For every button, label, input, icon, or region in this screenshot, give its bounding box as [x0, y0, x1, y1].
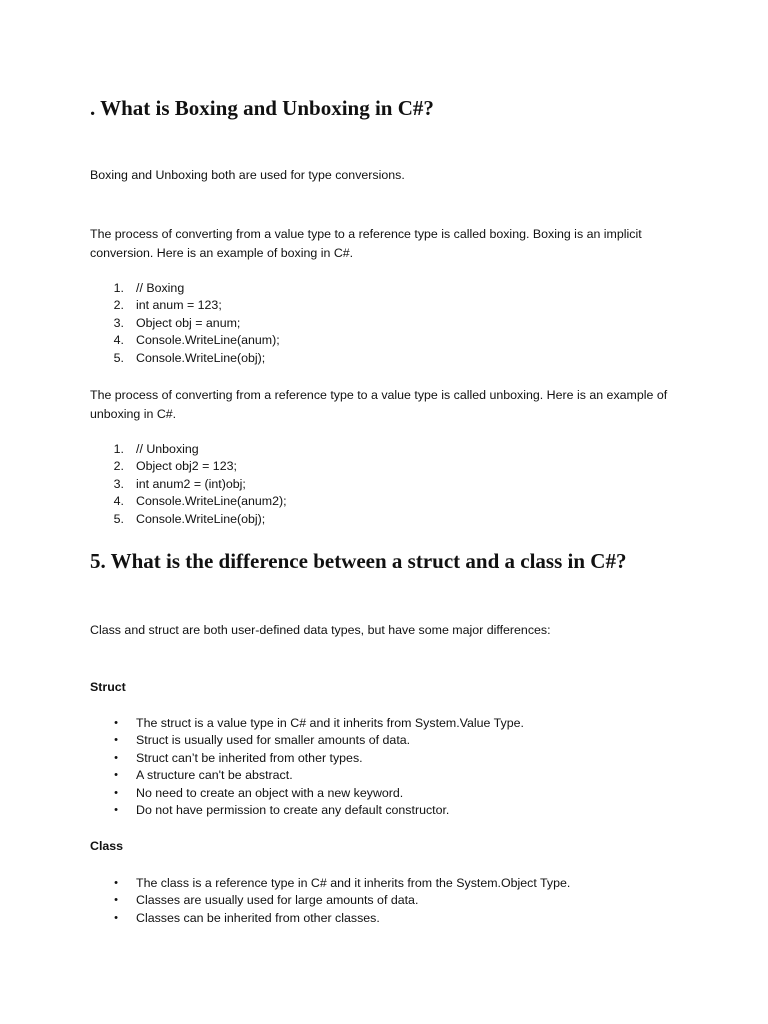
code-line — [90, 315, 280, 332]
line-number: 1. — [113, 442, 124, 456]
code-text: Object obj2 = 123; — [136, 459, 237, 474]
code-text: Object obj = anum; — [136, 315, 241, 330]
struct-class-heading: 5. What is the difference between a struct and a class in C#? — [90, 549, 627, 573]
bullet-icon: • — [114, 786, 118, 799]
code-line — [90, 297, 280, 314]
code-text: int anum = 123; — [136, 298, 222, 313]
code-line — [90, 458, 287, 475]
list-item-text: Classes can be inherited from other classes. — [136, 910, 380, 925]
code-text: Console.WriteLine(anum); — [136, 333, 280, 348]
code-text: int anum2 = (int)obj; — [136, 476, 246, 491]
class-subheading: Class — [90, 839, 124, 853]
line-number: 3. — [113, 476, 124, 491]
list-item — [90, 910, 570, 927]
code-line — [90, 441, 287, 458]
list-item-text: A structure can't be abstract. — [136, 768, 293, 783]
code-text: // Boxing — [136, 281, 185, 295]
list-item-text: Struct can’t be inherited from other types. — [136, 750, 363, 765]
boxing-code-list — [90, 280, 280, 367]
list-item — [90, 802, 524, 819]
code-text: // Unboxing — [136, 442, 199, 456]
code-line — [90, 280, 280, 297]
struct-class-intro: Class and struct are both user-defined data types, but have some major differences: — [90, 623, 551, 637]
bullet-icon: • — [114, 751, 118, 764]
list-item — [90, 715, 524, 732]
list-item-text: Struct is usually used for smaller amounts of data. — [136, 733, 411, 748]
code-line — [90, 476, 287, 493]
code-line — [90, 511, 287, 528]
bullet-icon: • — [114, 734, 118, 747]
boxing-heading: . What is Boxing and Unboxing in C#? — [90, 96, 434, 120]
unboxing-code-list — [90, 441, 287, 528]
code-text: Console.WriteLine(obj); — [136, 350, 266, 365]
bullet-icon: • — [114, 894, 118, 907]
bullet-icon: • — [114, 911, 118, 924]
code-text: Console.WriteLine(obj); — [136, 511, 266, 526]
bullet-icon: • — [114, 769, 118, 782]
line-number: 4. — [113, 494, 124, 509]
line-number: 2. — [113, 298, 124, 313]
line-number: 5. — [113, 511, 124, 526]
bullet-icon: • — [114, 717, 118, 729]
code-line — [90, 332, 280, 349]
list-item-text: The class is a reference type in C# and it inherits from the System.Object Type. — [136, 876, 571, 890]
list-item-text: The struct is a value type in C# and it inherits from System.Value Type. — [136, 716, 524, 730]
list-item-text: Classes are usually used for large amounts of data. — [136, 893, 419, 908]
list-item — [90, 767, 524, 784]
list-item — [90, 892, 570, 909]
list-item — [90, 732, 524, 749]
line-number: 5. — [113, 350, 124, 365]
code-line — [90, 350, 280, 367]
list-item — [90, 750, 524, 767]
bullet-icon: • — [114, 877, 118, 889]
boxing-intro: Boxing and Unboxing both are used for type conversions. — [90, 168, 405, 182]
struct-subheading: Struct — [90, 680, 126, 694]
list-item-text: No need to create an object with a new keyword. — [136, 785, 404, 800]
unboxing-description: The process of converting from a reference type to a value type is called unboxing. Here is an example of unboxing in C#. — [90, 388, 668, 421]
list-item-text: Do not have permission to create any default constructor. — [136, 802, 450, 817]
code-text: Console.WriteLine(anum2); — [136, 494, 287, 509]
class-bullet-list — [90, 875, 570, 927]
boxing-description: The process of converting from a value type to a reference type is called boxing. Boxing is an implicit conversion. Here is an example of boxing in C#. — [90, 227, 642, 260]
line-number: 3. — [113, 315, 124, 330]
struct-bullet-list — [90, 715, 524, 819]
code-line — [90, 493, 287, 510]
bullet-icon: • — [114, 803, 118, 816]
line-number: 1. — [113, 281, 124, 295]
line-number: 2. — [113, 459, 124, 474]
list-item — [90, 785, 524, 802]
line-number: 4. — [113, 333, 124, 348]
list-item — [90, 875, 570, 892]
